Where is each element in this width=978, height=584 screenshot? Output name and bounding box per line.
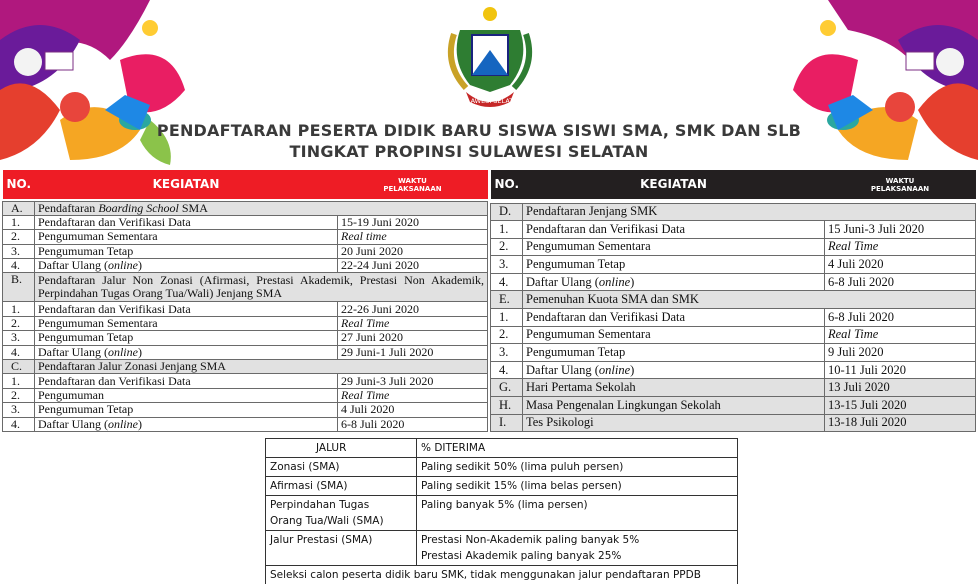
- banner: [0, 0, 978, 170]
- table-row: 1. Pendaftaran dan Verifikasi Data 15 Juni-3 Juli 2020: [491, 221, 976, 239]
- schedule-table-right: [490, 170, 976, 432]
- table-row: 2. Pengumuman Sementara Real Time: [491, 238, 976, 256]
- section-c: C. Pendaftaran Jalur Zonasi Jenjang SMA: [3, 360, 488, 374]
- table-row: Perpindahan Tugas Orang Tua/Wali (SMA) Paling banyak 5% (lima persen): [266, 496, 738, 531]
- table-row: 2. Pengumuman Sementara Real Time: [3, 316, 488, 330]
- table-row: 3. Pengumuman Tetap 4 Juli 2020: [3, 403, 488, 417]
- table-row: 2. Pengumuman Real Time: [3, 388, 488, 402]
- palette-icon: [14, 48, 42, 76]
- table-row: 1. Pendaftaran dan Verifikasi Data 22-26 Juni 2020: [3, 302, 488, 316]
- table-row: 3. Pengumuman Tetap 9 Juli 2020: [491, 344, 976, 362]
- table-row: 2. Pengumuman Sementara Real Time: [491, 326, 976, 344]
- diterima-header: % DITERIMA: [417, 439, 738, 458]
- col-kegiatan: KEGIATAN: [523, 170, 825, 199]
- section-e: E. Pemenuhan Kuota SMA dan SMK: [491, 291, 976, 309]
- table-row: 4. Daftar Ulang (online) 22-24 Juni 2020: [3, 259, 488, 273]
- table-row: 2. Pengumuman Sementara Real time: [3, 230, 488, 244]
- table-row: 3. Pengumuman Tetap 27 Juni 2020: [3, 331, 488, 345]
- table-row-i: I. Tes Psikologi 13-18 Juli 2020: [491, 414, 976, 432]
- table-row: 4. Daftar Ulang (online) 10-11 Juli 2020: [491, 361, 976, 379]
- table-row: 3. Pengumuman Tetap 20 Juni 2020: [3, 244, 488, 258]
- table-row-g: G. Hari Pertama Sekolah 13 Juli 2020: [491, 379, 976, 397]
- col-waktu: WAKTU PELAKSANAAN: [825, 170, 976, 199]
- section-d: D. Pendaftaran Jenjang SMK: [491, 203, 976, 221]
- table-row: 4. Daftar Ulang (online) 29 Juni-1 Juli 2020: [3, 345, 488, 359]
- page-subtitle: TINGKAT PROPINSI SULAWESI SELATAN: [289, 142, 649, 161]
- table-row: Zonasi (SMA) Paling sedikit 50% (lima puluh persen): [266, 458, 738, 477]
- table-row: 1. Pendaftaran dan Verifikasi Data 29 Juni-3 Juli 2020: [3, 374, 488, 388]
- table-row: 4. Daftar Ulang (online) 6-8 Juli 2020: [491, 273, 976, 291]
- table-row: 1. Pendaftaran dan Verifikasi Data 15-19 Juni 2020: [3, 215, 488, 229]
- ball-icon: [60, 92, 90, 122]
- emblem-text: SULAWESI SELATAN: [457, 97, 523, 105]
- jalur-table: [265, 438, 738, 584]
- col-no: NO.: [3, 170, 35, 199]
- table-row: Afirmasi (SMA) Paling sedikit 15% (lima belas persen): [266, 477, 738, 496]
- table-row: 3. Pengumuman Tetap 4 Juli 2020: [491, 256, 976, 274]
- sulsel-emblem: [440, 0, 540, 112]
- table-row-h: H. Masa Pengenalan Lingkungan Sekolah 13-15 Juli 2020: [491, 397, 976, 415]
- schedule-table-left: [2, 170, 488, 432]
- table-row: 1. Pendaftaran dan Verifikasi Data 6-8 Juli 2020: [491, 309, 976, 327]
- table-row: 4. Daftar Ulang (online) 6-8 Juli 2020: [3, 417, 488, 431]
- jalur-header: JALUR: [266, 439, 417, 458]
- col-waktu: WAKTU PELAKSANAAN: [338, 170, 488, 199]
- table-footer-row: Seleksi calon peserta didik baru SMK, tidak menggunakan jalur pendaftaran PPDB: [266, 566, 738, 584]
- col-no: NO.: [491, 170, 523, 199]
- table-row: Jalur Prestasi (SMA) Prestasi Non-Akademik paling banyak 5% Prestasi Akademik paling banyak 25%: [266, 531, 738, 566]
- section-b: B. Pendaftaran Jalur Non Zonasi (Afirmasi, Prestasi Akademik, Prestasi Non Akademik, Perpindahan Tugas Orang Tua/Wali) Jenjang SMA: [3, 273, 488, 302]
- page-title: PENDAFTARAN PESERTA DIDIK BARU SISWA SISWI SMA, SMK DAN SLB: [156, 121, 802, 140]
- section-a: A. Pendaftaran Boarding School SMA: [3, 201, 488, 215]
- col-kegiatan: KEGIATAN: [35, 170, 338, 199]
